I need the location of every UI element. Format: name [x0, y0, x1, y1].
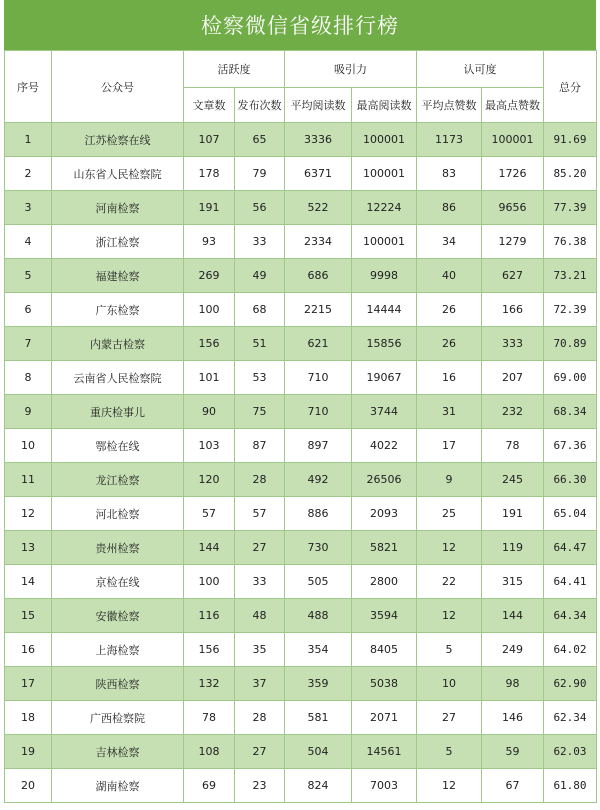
posts-cell: 53 [235, 361, 285, 395]
max-likes-cell: 100001 [482, 123, 544, 157]
total-score-cell: 62.34 [544, 701, 597, 735]
rank-cell: 6 [5, 293, 52, 327]
posts-cell: 51 [235, 327, 285, 361]
table-row [5, 701, 597, 735]
max-reads-cell: 8405 [352, 633, 417, 667]
posts-cell: 28 [235, 701, 285, 735]
total-score-cell: 85.20 [544, 157, 597, 191]
table-row [5, 735, 597, 769]
avg-reads-cell: 3336 [285, 123, 352, 157]
avg-reads-cell: 710 [285, 395, 352, 429]
table-row [5, 599, 597, 633]
posts-cell: 65 [235, 123, 285, 157]
articles-cell: 69 [184, 769, 235, 803]
rank-cell: 18 [5, 701, 52, 735]
max-likes-cell: 232 [482, 395, 544, 429]
avg-reads-cell: 897 [285, 429, 352, 463]
rank-cell: 13 [5, 531, 52, 565]
avg-reads-cell: 522 [285, 191, 352, 225]
articles-cell: 57 [184, 497, 235, 531]
max-likes-cell: 78 [482, 429, 544, 463]
table-row [5, 225, 597, 259]
total-score-cell: 69.00 [544, 361, 597, 395]
avg-likes-cell: 12 [417, 769, 482, 803]
max-likes-cell: 191 [482, 497, 544, 531]
account-name-cell: 贵州检察 [52, 531, 184, 565]
rank-cell: 20 [5, 769, 52, 803]
max-likes-cell: 144 [482, 599, 544, 633]
account-name-cell: 广东检察 [52, 293, 184, 327]
table-row [5, 327, 597, 361]
articles-cell: 156 [184, 633, 235, 667]
rank-cell: 9 [5, 395, 52, 429]
avg-likes-cell: 9 [417, 463, 482, 497]
posts-cell: 87 [235, 429, 285, 463]
header-rank: 序号 [5, 51, 52, 123]
header-avg-reads: 平均阅读数 [285, 88, 352, 123]
avg-likes-cell: 31 [417, 395, 482, 429]
posts-cell: 37 [235, 667, 285, 701]
total-score-cell: 76.38 [544, 225, 597, 259]
avg-reads-cell: 504 [285, 735, 352, 769]
rank-cell: 5 [5, 259, 52, 293]
total-score-cell: 62.90 [544, 667, 597, 701]
max-reads-cell: 100001 [352, 225, 417, 259]
avg-likes-cell: 26 [417, 293, 482, 327]
max-reads-cell: 100001 [352, 157, 417, 191]
account-name-cell: 云南省人民检察院 [52, 361, 184, 395]
table-row [5, 293, 597, 327]
avg-reads-cell: 686 [285, 259, 352, 293]
header-posts: 发布次数 [235, 88, 285, 123]
posts-cell: 33 [235, 565, 285, 599]
max-likes-cell: 207 [482, 361, 544, 395]
total-score-cell: 62.03 [544, 735, 597, 769]
title-bar [4, 0, 596, 50]
articles-cell: 101 [184, 361, 235, 395]
max-likes-cell: 9656 [482, 191, 544, 225]
posts-cell: 56 [235, 191, 285, 225]
total-score-cell: 64.47 [544, 531, 597, 565]
articles-cell: 156 [184, 327, 235, 361]
account-name-cell: 上海检察 [52, 633, 184, 667]
avg-reads-cell: 824 [285, 769, 352, 803]
posts-cell: 35 [235, 633, 285, 667]
max-reads-cell: 2093 [352, 497, 417, 531]
articles-cell: 100 [184, 293, 235, 327]
header-avg-likes: 平均点赞数 [417, 88, 482, 123]
max-likes-cell: 119 [482, 531, 544, 565]
avg-likes-cell: 16 [417, 361, 482, 395]
posts-cell: 57 [235, 497, 285, 531]
ranking-table [4, 50, 597, 803]
table-row [5, 667, 597, 701]
page-title: 检察微信省级排行榜 [201, 14, 399, 38]
header-total: 总分 [544, 51, 597, 123]
posts-cell: 27 [235, 531, 285, 565]
rank-cell: 14 [5, 565, 52, 599]
account-name-cell: 河南检察 [52, 191, 184, 225]
rank-cell: 1 [5, 123, 52, 157]
account-name-cell: 京检在线 [52, 565, 184, 599]
account-name-cell: 广西检察院 [52, 701, 184, 735]
total-score-cell: 64.02 [544, 633, 597, 667]
total-score-cell: 67.36 [544, 429, 597, 463]
avg-reads-cell: 492 [285, 463, 352, 497]
max-reads-cell: 19067 [352, 361, 417, 395]
total-score-cell: 64.41 [544, 565, 597, 599]
max-likes-cell: 98 [482, 667, 544, 701]
articles-cell: 103 [184, 429, 235, 463]
posts-cell: 48 [235, 599, 285, 633]
avg-likes-cell: 12 [417, 599, 482, 633]
avg-likes-cell: 83 [417, 157, 482, 191]
articles-cell: 107 [184, 123, 235, 157]
table-row [5, 123, 597, 157]
max-likes-cell: 1279 [482, 225, 544, 259]
avg-reads-cell: 730 [285, 531, 352, 565]
avg-reads-cell: 488 [285, 599, 352, 633]
max-likes-cell: 315 [482, 565, 544, 599]
rank-cell: 2 [5, 157, 52, 191]
posts-cell: 23 [235, 769, 285, 803]
max-reads-cell: 3744 [352, 395, 417, 429]
rank-cell: 15 [5, 599, 52, 633]
account-name-cell: 吉林检察 [52, 735, 184, 769]
posts-cell: 79 [235, 157, 285, 191]
rank-cell: 10 [5, 429, 52, 463]
header-activity: 活跃度 [184, 51, 285, 88]
max-likes-cell: 59 [482, 735, 544, 769]
table-row [5, 429, 597, 463]
rank-cell: 4 [5, 225, 52, 259]
avg-reads-cell: 581 [285, 701, 352, 735]
max-reads-cell: 2071 [352, 701, 417, 735]
max-reads-cell: 12224 [352, 191, 417, 225]
table-row [5, 157, 597, 191]
total-score-cell: 91.69 [544, 123, 597, 157]
articles-cell: 132 [184, 667, 235, 701]
header-max-likes: 最高点赞数 [482, 88, 544, 123]
rank-cell: 19 [5, 735, 52, 769]
rank-cell: 7 [5, 327, 52, 361]
max-reads-cell: 9998 [352, 259, 417, 293]
max-likes-cell: 166 [482, 293, 544, 327]
account-name-cell: 山东省人民检察院 [52, 157, 184, 191]
articles-cell: 120 [184, 463, 235, 497]
articles-cell: 93 [184, 225, 235, 259]
rank-cell: 16 [5, 633, 52, 667]
articles-cell: 269 [184, 259, 235, 293]
posts-cell: 33 [235, 225, 285, 259]
account-name-cell: 湖南检察 [52, 769, 184, 803]
account-name-cell: 内蒙古检察 [52, 327, 184, 361]
articles-cell: 116 [184, 599, 235, 633]
rank-cell: 12 [5, 497, 52, 531]
posts-cell: 28 [235, 463, 285, 497]
articles-cell: 144 [184, 531, 235, 565]
max-likes-cell: 146 [482, 701, 544, 735]
table-row [5, 531, 597, 565]
max-reads-cell: 14561 [352, 735, 417, 769]
max-reads-cell: 3594 [352, 599, 417, 633]
max-reads-cell: 4022 [352, 429, 417, 463]
avg-reads-cell: 359 [285, 667, 352, 701]
avg-likes-cell: 40 [417, 259, 482, 293]
account-name-cell: 安徽检察 [52, 599, 184, 633]
articles-cell: 191 [184, 191, 235, 225]
avg-reads-cell: 2215 [285, 293, 352, 327]
avg-likes-cell: 5 [417, 735, 482, 769]
account-name-cell: 龙江检察 [52, 463, 184, 497]
total-score-cell: 72.39 [544, 293, 597, 327]
total-score-cell: 64.34 [544, 599, 597, 633]
max-reads-cell: 14444 [352, 293, 417, 327]
max-reads-cell: 7003 [352, 769, 417, 803]
table-row [5, 259, 597, 293]
avg-reads-cell: 886 [285, 497, 352, 531]
posts-cell: 75 [235, 395, 285, 429]
max-likes-cell: 249 [482, 633, 544, 667]
account-name-cell: 重庆检事儿 [52, 395, 184, 429]
avg-reads-cell: 6371 [285, 157, 352, 191]
avg-likes-cell: 27 [417, 701, 482, 735]
max-likes-cell: 627 [482, 259, 544, 293]
avg-likes-cell: 86 [417, 191, 482, 225]
table-row [5, 463, 597, 497]
header-attraction: 吸引力 [285, 51, 417, 88]
table-header [5, 51, 597, 123]
avg-reads-cell: 710 [285, 361, 352, 395]
articles-cell: 100 [184, 565, 235, 599]
rank-cell: 17 [5, 667, 52, 701]
max-reads-cell: 5038 [352, 667, 417, 701]
header-recognition: 认可度 [417, 51, 544, 88]
avg-reads-cell: 354 [285, 633, 352, 667]
table-row [5, 769, 597, 803]
table-row [5, 395, 597, 429]
rank-cell: 3 [5, 191, 52, 225]
avg-likes-cell: 22 [417, 565, 482, 599]
max-reads-cell: 15856 [352, 327, 417, 361]
articles-cell: 178 [184, 157, 235, 191]
articles-cell: 78 [184, 701, 235, 735]
avg-likes-cell: 10 [417, 667, 482, 701]
avg-likes-cell: 25 [417, 497, 482, 531]
posts-cell: 27 [235, 735, 285, 769]
header-account: 公众号 [52, 51, 184, 123]
rank-cell: 8 [5, 361, 52, 395]
max-reads-cell: 2800 [352, 565, 417, 599]
account-name-cell: 河北检察 [52, 497, 184, 531]
table-body [5, 123, 597, 803]
avg-reads-cell: 505 [285, 565, 352, 599]
account-name-cell: 福建检察 [52, 259, 184, 293]
account-name-cell: 江苏检察在线 [52, 123, 184, 157]
total-score-cell: 73.21 [544, 259, 597, 293]
max-likes-cell: 245 [482, 463, 544, 497]
max-reads-cell: 26506 [352, 463, 417, 497]
articles-cell: 90 [184, 395, 235, 429]
header-max-reads: 最高阅读数 [352, 88, 417, 123]
account-name-cell: 陕西检察 [52, 667, 184, 701]
header-articles: 文章数 [184, 88, 235, 123]
total-score-cell: 66.30 [544, 463, 597, 497]
avg-likes-cell: 26 [417, 327, 482, 361]
max-likes-cell: 1726 [482, 157, 544, 191]
table-row [5, 361, 597, 395]
total-score-cell: 68.34 [544, 395, 597, 429]
total-score-cell: 70.89 [544, 327, 597, 361]
total-score-cell: 65.04 [544, 497, 597, 531]
max-likes-cell: 67 [482, 769, 544, 803]
posts-cell: 68 [235, 293, 285, 327]
account-name-cell: 浙江检察 [52, 225, 184, 259]
account-name-cell: 鄂检在线 [52, 429, 184, 463]
table-row [5, 565, 597, 599]
avg-likes-cell: 1173 [417, 123, 482, 157]
avg-likes-cell: 34 [417, 225, 482, 259]
avg-likes-cell: 12 [417, 531, 482, 565]
max-reads-cell: 5821 [352, 531, 417, 565]
avg-reads-cell: 2334 [285, 225, 352, 259]
table-row [5, 497, 597, 531]
total-score-cell: 77.39 [544, 191, 597, 225]
avg-likes-cell: 5 [417, 633, 482, 667]
avg-likes-cell: 17 [417, 429, 482, 463]
table-row [5, 633, 597, 667]
articles-cell: 108 [184, 735, 235, 769]
table-row [5, 191, 597, 225]
posts-cell: 49 [235, 259, 285, 293]
avg-reads-cell: 621 [285, 327, 352, 361]
max-reads-cell: 100001 [352, 123, 417, 157]
total-score-cell: 61.80 [544, 769, 597, 803]
max-likes-cell: 333 [482, 327, 544, 361]
rank-cell: 11 [5, 463, 52, 497]
